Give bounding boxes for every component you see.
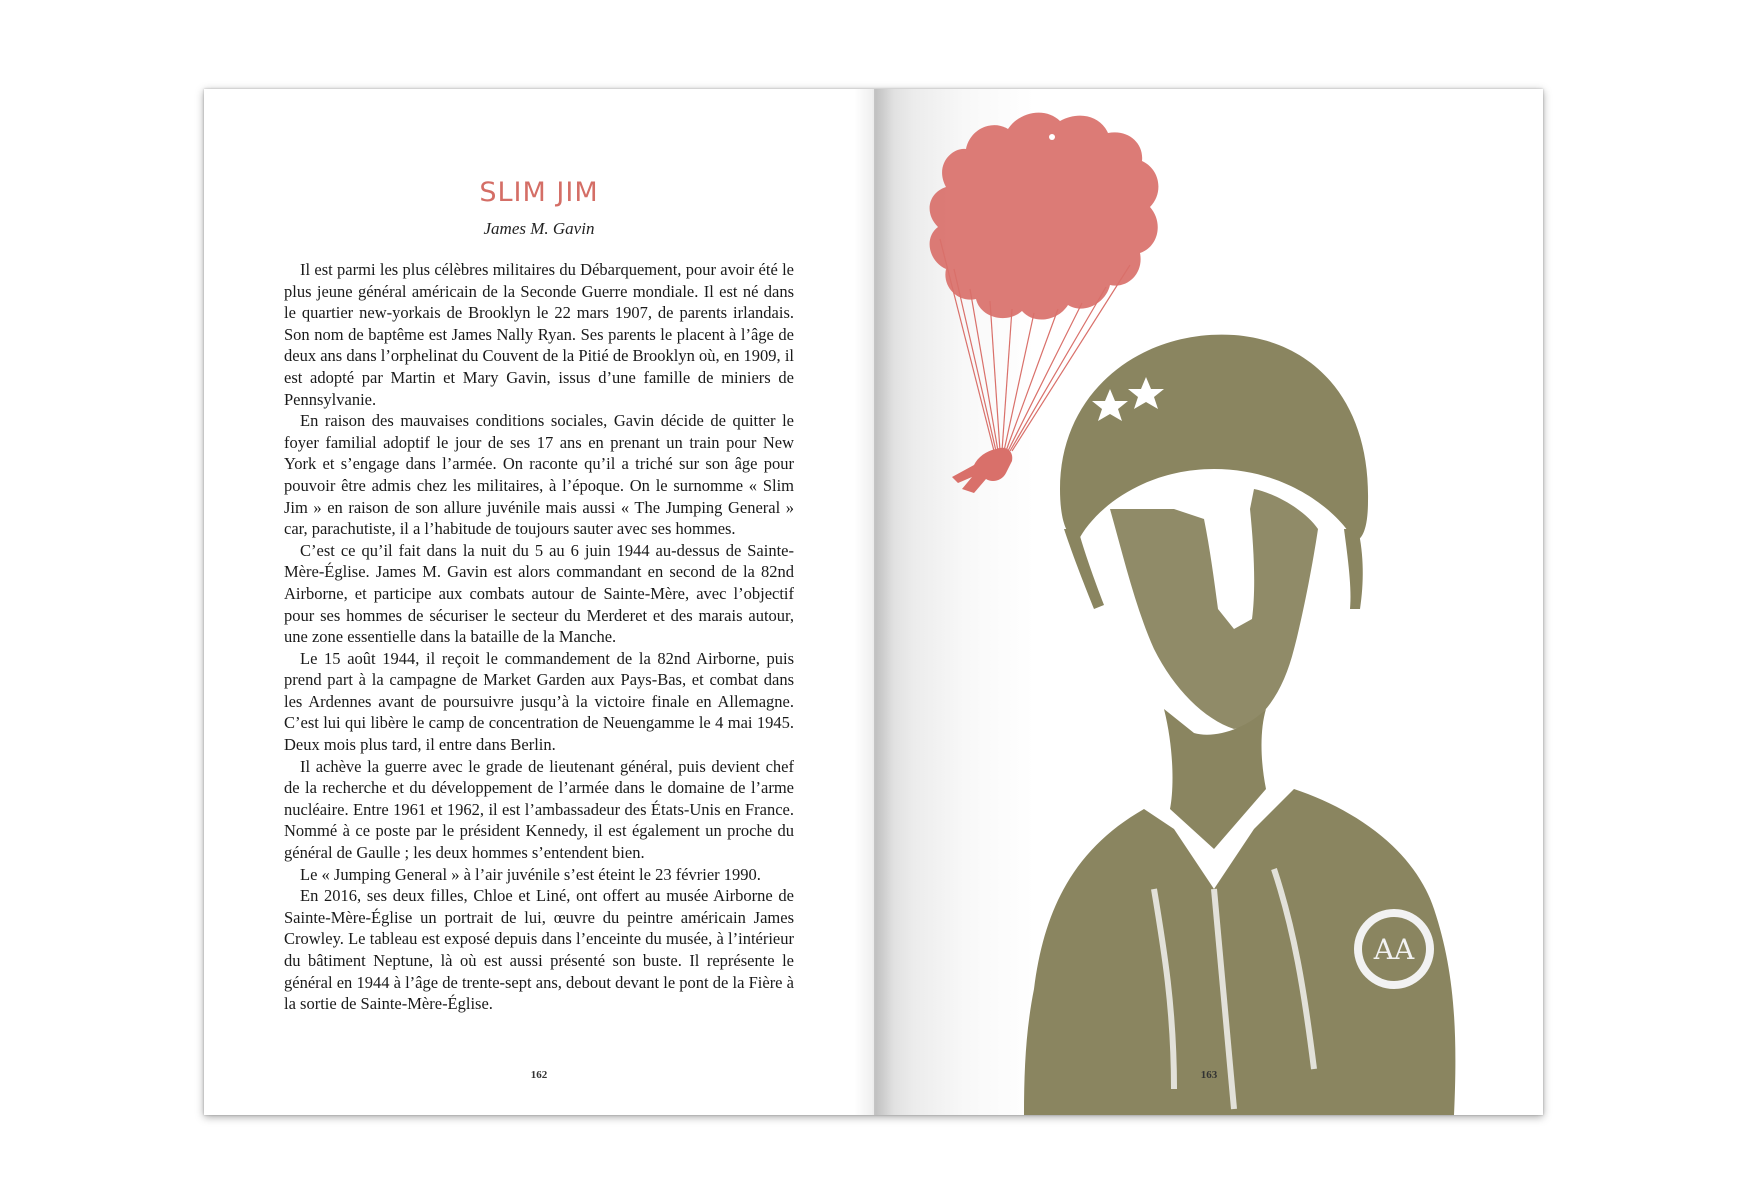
chapter-subtitle: James M. Gavin: [483, 219, 595, 238]
paragraph: Le « Jumping General » à l’air juvénile s’est éteint le 23 février 1990.: [300, 864, 761, 884]
paragraph: Le 15 août 1944, il reçoit le commandement de la 82nd Airborne, puis prend part à la campagne de Market Garden aux Pays-Bas, et combat dans les Ardennes avant de poursuivre jusqu’à la victoire finale en Allemagne. C’est lui qui libère le camp de concentration de Neuengamme le 4 mai 1945. Deux mois plus tard, il entre dans Berlin.: [284, 648, 794, 755]
right-page: [874, 89, 1543, 1115]
paragraph: En raison des mauvaises conditions sociales, Gavin décide de quitter le foyer familial adoptif le jour de ses 17 ans en prenant un train pour New York et s’engage dans l’armée. On raconte qu’il a triché sur son âge pour pouvoir être admis chez les militaires, à l’époque. On le surnomme « Slim Jim » en raison de son allure juvénile mais aussi « The Jumping General » car, parachutiste, il a l’habitude de toujours sauter avec ses hommes.: [284, 411, 794, 539]
chapter-title: SLIM JIM: [479, 177, 599, 208]
page-number-left: 162: [530, 1069, 548, 1081]
paragraph: Il est parmi les plus célèbres militaires du Débarquement, pour avoir été le plus jeune général américain de la Seconde Guerre mondiale. Il est né dans le quartier new-yorkais de Brooklyn le 22 mars 1907, de parents irlandais. Son nom de baptême est James Nally Ryan. Ses parents le placent à l’âge de deux ans dans l’orphelinat du Couvent de la Pitié de Brooklyn où, en 1909, il est adopté par Martin et Mary Gavin, issus d’une famille de miniers de Pennsylvanie.: [284, 260, 794, 409]
paragraph: En 2016, ses deux filles, Chloe et Liné, ont offert au musée Airborne de Sainte-Mère-Église un portrait de lui, œuvre du peintre américain James Crowley. Le tableau est exposé depuis dans l’enceinte du musée, à l’intérieur du bâtiment Neptune, là où est aussi présenté son buste. Il représente le général en 1944 à l’âge de trente-sept ans, debout devant le pont de la Fière à la sortie de Sainte-Mère-Église.: [284, 886, 794, 1014]
paragraph: C’est ce qu’il fait dans la nuit du 5 au 6 juin 1944 au-dessus de Sainte-Mère-Église. James M. Gavin est alors commandant en second de la 82nd Airborne, et participe aux combats autour de Sainte-Mère, avec l’objectif pour ses hommes de sécuriser le secteur du Merderet et des marais autour, une zone essentielle dans la bataille de la Manche.: [284, 540, 794, 647]
page-number-right: 163: [1200, 1069, 1218, 1081]
soldier-portrait: [1024, 335, 1455, 1115]
left-page: [204, 89, 874, 1115]
paragraph: Il achève la guerre avec le grade de lieutenant général, puis devient chef de la recherche et du développement de l’armée dans le domaine de l’arme nucléaire. Entre 1961 et 1962, il est l’ambassadeur des États-Unis en France. Nommé à ce poste par le président Kennedy, il est également un proche du général de Gaulle ; les deux hommes s’entendent bien.: [284, 756, 794, 863]
svg-text:AA: AA: [1373, 933, 1415, 966]
soldier-illustration: [874, 89, 1543, 1115]
body-text: [284, 259, 794, 1015]
book-spread: [204, 89, 1543, 1115]
